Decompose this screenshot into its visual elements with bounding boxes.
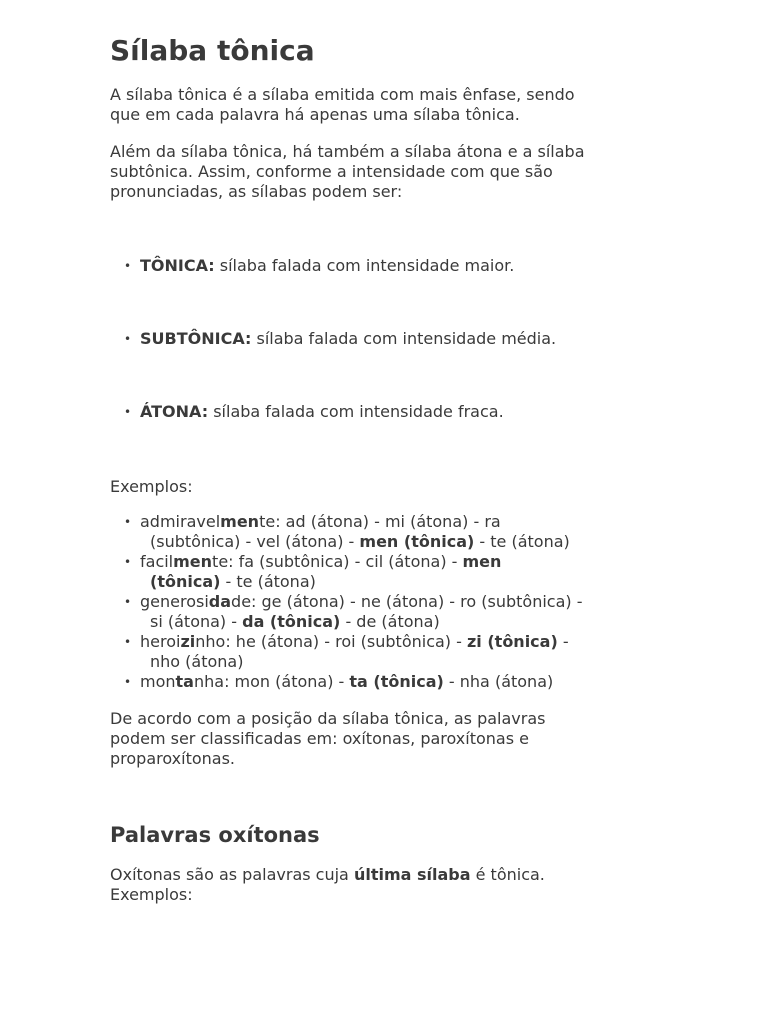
bullet-icon: • — [124, 675, 132, 689]
text-line — [140, 572, 660, 592]
list-item-subtonica — [124, 329, 557, 349]
word-part: facil — [140, 552, 174, 571]
word-part: te — [259, 512, 276, 531]
word-stressed-part: da — [208, 592, 232, 611]
bullet-icon: • — [124, 515, 132, 529]
example-montanha — [124, 672, 660, 692]
word-part: generosi — [140, 592, 209, 611]
text-line: subtônica. Assim, conforme a intensidade com que são — [110, 162, 553, 181]
bullet-icon: • — [124, 259, 132, 273]
syllable-breakdown: : ad (átona) - mi (átona) - ra — [275, 512, 501, 531]
syllable-breakdown: - nha (átona) — [443, 672, 554, 691]
syllable-breakdown: - te (átona) — [474, 532, 570, 551]
syllable-breakdown: - de (átona) — [340, 612, 440, 631]
tonic-syllable: (tônica) — [150, 572, 221, 591]
term-label: TÔNICA: — [140, 256, 215, 275]
list-item-atona — [124, 402, 504, 422]
text-line: proparoxítonas. — [110, 749, 235, 768]
tonic-syllable: men — [462, 552, 502, 571]
text-line — [140, 552, 660, 572]
bullet-icon: • — [124, 555, 132, 569]
text-line — [140, 632, 660, 652]
classification-paragraph — [110, 709, 655, 769]
example-generosidade — [124, 592, 660, 632]
page-title: Sílaba tônica — [110, 34, 315, 67]
syllable-breakdown: - te (átona) — [220, 572, 316, 591]
syllable-breakdown: : fa (subtônica) - cil (átona) - — [228, 552, 463, 571]
text-fragment: Oxítonas são as palavras cuja — [110, 865, 354, 884]
bullet-icon: • — [124, 332, 132, 346]
example-heroizinho — [124, 632, 660, 672]
text-line: Além da sílaba tônica, há também a sílaba átona e a sílaba — [110, 142, 585, 161]
text-line: pronunciadas, as sílabas podem ser: — [110, 182, 403, 201]
section-title: Palavras oxítonas — [110, 823, 320, 847]
text-fragment: é tônica. — [470, 865, 545, 884]
word-part: nha — [193, 672, 225, 691]
text-line — [140, 612, 660, 632]
tonic-syllable: zi (tônica) — [466, 632, 558, 651]
term-description: sílaba falada com intensidade maior. — [214, 256, 515, 275]
word-stressed-part: zi — [180, 632, 196, 651]
bullet-icon: • — [124, 595, 132, 609]
emphasis-text: última sílaba — [353, 865, 471, 884]
word-part: de — [231, 592, 252, 611]
example-facilmente — [124, 552, 660, 592]
word-stressed-part: men — [220, 512, 260, 531]
tonic-syllable: da (tônica) — [242, 612, 341, 631]
syllable-breakdown: si (átona) - — [150, 612, 243, 631]
bullet-icon: • — [124, 635, 132, 649]
word-part: heroi — [140, 632, 181, 651]
word-part: te — [212, 552, 229, 571]
text-line: que em cada palavra há apenas uma sílaba tônica. — [110, 105, 520, 124]
tonic-syllable: men (tônica) — [359, 532, 475, 551]
syllable-breakdown: : he (átona) - roi (subtônica) - — [225, 632, 467, 651]
syllable-breakdown: : mon (átona) - — [224, 672, 350, 691]
text-line: A sílaba tônica é a sílaba emitida com mais ênfase, sendo — [110, 85, 575, 104]
examples-label: Exemplos: — [110, 477, 193, 496]
word-part: mon — [140, 672, 176, 691]
text-line — [140, 532, 660, 552]
tonic-syllable: ta (tônica) — [349, 672, 444, 691]
text-line: podem ser classificadas em: oxítonas, paroxítonas e — [110, 729, 529, 748]
term-description: sílaba falada com intensidade fraca. — [208, 402, 504, 421]
syllable-breakdown: (subtônica) - vel (átona) - — [150, 532, 360, 551]
text-line — [140, 512, 660, 532]
text-line — [140, 592, 660, 612]
list-item-tonica — [124, 256, 515, 276]
text-line: nho (átona) — [150, 652, 244, 671]
text-line — [140, 672, 660, 692]
term-label: SUBTÔNICA: — [140, 329, 252, 348]
syllable-types-paragraph — [110, 142, 655, 202]
word-stressed-part: ta — [175, 672, 194, 691]
word-part: admiravel — [140, 512, 221, 531]
oxitonas-paragraph — [110, 865, 655, 905]
intro-paragraph — [110, 85, 655, 125]
example-admiravelmente — [124, 512, 660, 552]
text-line — [110, 865, 655, 885]
term-description: sílaba falada com intensidade média. — [251, 329, 557, 348]
term-label: ÁTONA: — [140, 402, 209, 421]
text-line: De acordo com a posição da sílaba tônica, as palavras — [110, 709, 546, 728]
word-part: nho — [195, 632, 226, 651]
examples-list — [124, 512, 660, 692]
word-stressed-part: men — [173, 552, 213, 571]
text-line: Exemplos: — [110, 885, 193, 904]
syllable-breakdown: - — [557, 632, 569, 651]
syllable-breakdown: : ge (átona) - ne (átona) - ro (subtônica) - — [251, 592, 583, 611]
bullet-icon: • — [124, 405, 132, 419]
